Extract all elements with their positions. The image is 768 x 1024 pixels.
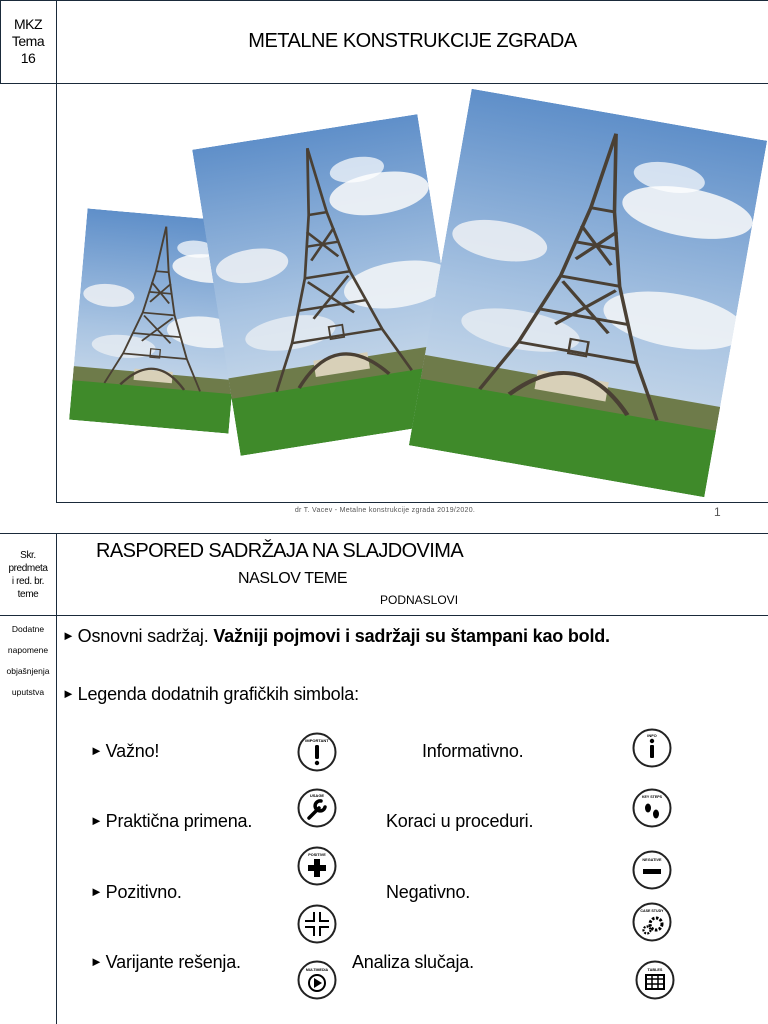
legend-item-steps — [386, 811, 533, 832]
legend-label: Praktična primena. — [105, 811, 253, 831]
icon-caption: TABLES — [647, 968, 663, 972]
bullet-arrow-icon: ► — [90, 954, 103, 969]
plus-icon — [297, 846, 337, 886]
slide-title: METALNE KONSTRUKCIJE ZGRADA — [248, 30, 577, 52]
icon-caption: MULTIMEDIA — [305, 968, 329, 972]
minus-icon — [632, 850, 672, 890]
legend-item-case-analysis — [352, 952, 474, 973]
topic-code-line: teme — [17, 589, 39, 600]
topic-code-line: i red. br. — [11, 576, 45, 587]
slide-subsubtitle: PODNASLOVI — [380, 593, 459, 607]
icon-caption: IMPORTANT — [305, 738, 329, 743]
legend-item-positive — [90, 882, 182, 903]
divider — [0, 615, 768, 616]
page-number: 1 — [714, 505, 721, 519]
crossroads-icon — [297, 904, 337, 944]
side-note: uputstva — [11, 687, 45, 697]
bullet-legend — [62, 684, 359, 705]
divider — [0, 533, 768, 534]
side-note: objašnjenja — [6, 666, 50, 676]
legend-item-variants — [90, 952, 241, 973]
slide-title: RASPORED SADRŽAJA NA SLAJDOVIMA — [96, 540, 464, 562]
eiffel-tower-photo — [409, 89, 767, 498]
footsteps-icon — [632, 788, 672, 828]
side-notes — [0, 625, 56, 709]
icon-caption: KEY STEPS — [641, 795, 663, 799]
icon-caption: NEGATIVE — [642, 858, 662, 862]
bullet-arrow-icon: ► — [62, 686, 75, 701]
bullet-arrow-icon: ► — [62, 628, 75, 643]
bullet-bold-text: Važniji pojmovi i sadržaji su štampani kao bold. — [213, 626, 610, 646]
bullet-text: Legenda dodatnih grafičkih simbola: — [77, 684, 359, 704]
topic-code — [0, 0, 56, 83]
table-icon — [635, 960, 675, 1000]
footer-credit: dr T. Vacev - Metalne konstrukcije zgrada 2019/2020. — [294, 507, 476, 514]
legend-label: Informativno. — [422, 741, 524, 761]
topic-code-line: 16 — [20, 50, 36, 66]
important-icon — [297, 732, 337, 772]
divider — [0, 83, 768, 84]
legend-label: Pozitivno. — [105, 882, 182, 902]
bullet-text: Osnovni sadržaj. — [77, 626, 209, 646]
slide-subtitle: NASLOV TEME — [238, 570, 348, 587]
legend-label: Varijante rešenja. — [105, 952, 241, 972]
divider — [56, 533, 57, 1024]
icon-caption: POSITIVE — [308, 853, 326, 857]
topic-code-line: Tema — [11, 33, 45, 49]
bullet-arrow-icon: ► — [90, 813, 103, 828]
side-note: napomene — [7, 645, 49, 655]
gears-icon — [632, 902, 672, 942]
icon-caption: INFO — [647, 733, 657, 738]
legend-label: Negativno. — [386, 882, 471, 902]
side-note: Dodatne — [11, 624, 45, 634]
legend-item-negative — [386, 882, 470, 903]
legend-label: Analiza slučaja. — [352, 952, 474, 972]
divider — [56, 502, 768, 503]
bullet-arrow-icon: ► — [90, 743, 103, 758]
topic-code-line: predmeta — [8, 563, 48, 574]
legend-item-practical — [90, 811, 252, 832]
icon-caption: CASE STUDY — [640, 909, 664, 913]
legend-item-important — [90, 741, 159, 762]
info-icon — [632, 728, 672, 768]
icon-caption: USAGE — [309, 793, 325, 798]
legend-label: Važno! — [105, 741, 160, 761]
wrench-icon — [297, 788, 337, 828]
play-icon — [297, 960, 337, 1000]
legend-label: Koraci u proceduri. — [386, 811, 534, 831]
legend-item-informative — [422, 741, 523, 762]
bullet-arrow-icon: ► — [90, 884, 103, 899]
bullet-main-content — [62, 626, 610, 647]
topic-code-line: MKZ — [13, 16, 43, 32]
topic-code-line: Skr. — [20, 550, 36, 561]
topic-code — [0, 535, 56, 615]
